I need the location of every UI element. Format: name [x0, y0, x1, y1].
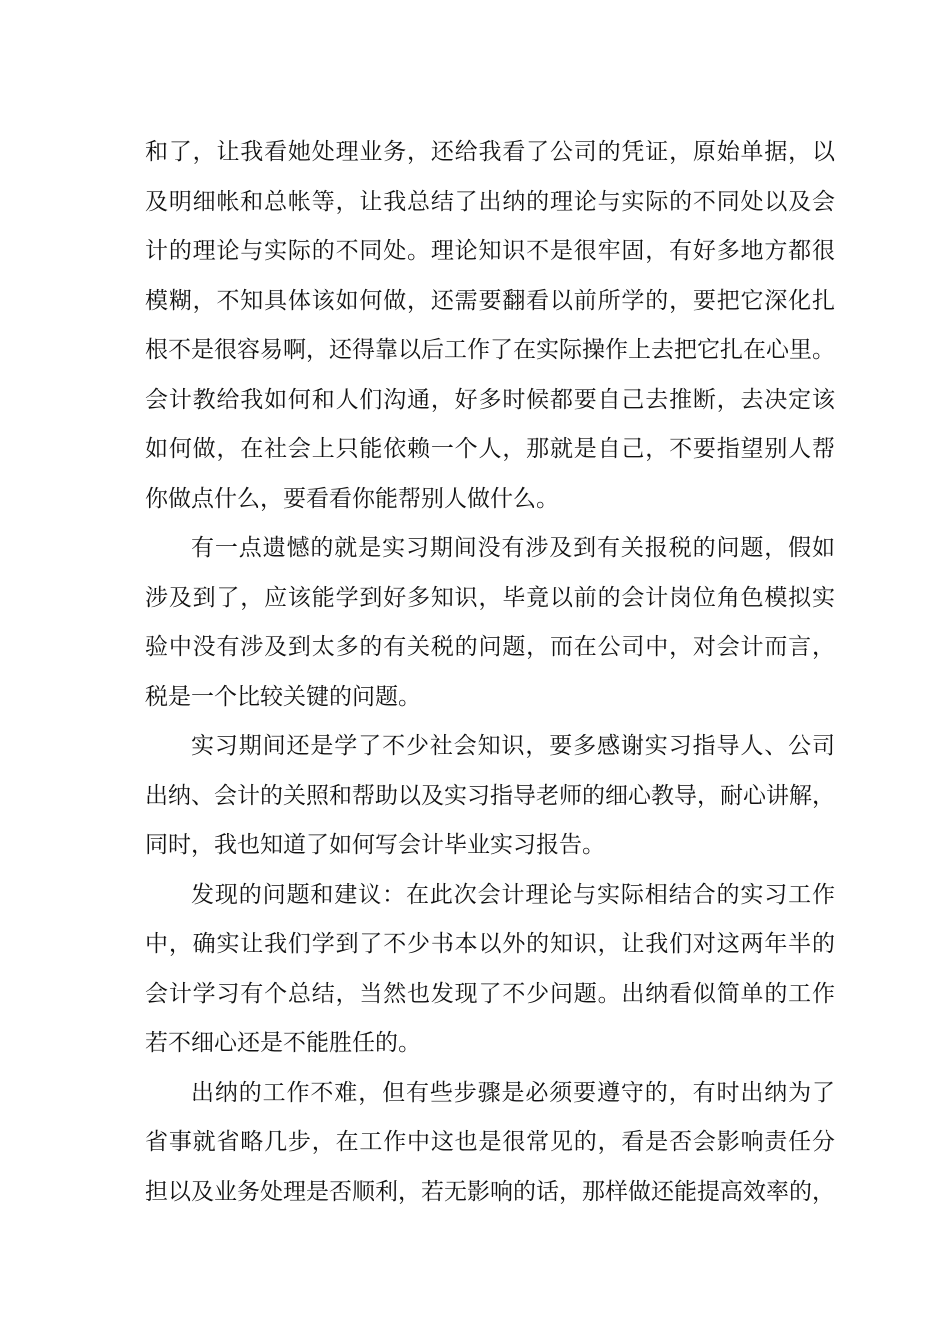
text-line: 涉及到了，应该能学到好多知识，毕竟以前的会计岗位角色模拟实 — [145, 584, 835, 611]
text-line: 中，确实让我们学到了不少书本以外的知识，让我们对这两年半的 — [145, 931, 835, 957]
text-line: 有一点遗憾的就是实习期间没有涉及到有关报税的问题，假如 — [191, 535, 835, 561]
text-line: 担以及业务处理是否顺利，若无影响的话，那样做还能提高效率的， — [145, 1178, 835, 1205]
text-line: 会计教给我如何和人们沟通，好多时候都要自己去推断，去决定该 — [145, 386, 835, 413]
text-line: 会计学习有个总结，当然也发现了不少问题。出纳看似简单的工作 — [145, 980, 835, 1007]
text-line: 省事就省略几步，在工作中这也是很常见的，看是否会影响责任分 — [145, 1129, 835, 1155]
document-body — [145, 128, 835, 1217]
text-line: 计的理论与实际的不同处。理论知识不是很牢固，有好多地方都很 — [145, 238, 835, 264]
text-line: 出纳的工作不难，但有些步骤是必须要遵守的，有时出纳为了 — [191, 1079, 835, 1106]
text-line: 你做点什么，要看看你能帮别人做什么。 — [145, 485, 559, 512]
text-line: 根不是很容易啊，还得靠以后工作了在实际操作上去把它扎在心里。 — [145, 337, 835, 363]
text-line: 及明细帐和总帐等，让我总结了出纳的理论与实际的不同处以及会 — [145, 188, 835, 215]
text-line: 发现的问题和建议：在此次会计理论与实际相结合的实习工作 — [191, 881, 835, 908]
text-line: 同时，我也知道了如何写会计毕业实习报告。 — [145, 832, 605, 858]
text-line: 税是一个比较关键的问题。 — [145, 683, 421, 710]
text-line: 模糊，不知具体该如何做，还需要翻看以前所学的，要把它深化扎 — [145, 287, 835, 314]
text-line: 若不细心还是不能胜任的。 — [145, 1030, 421, 1056]
text-line: 出纳、会计的关照和帮助以及实习指导老师的细心教导，耐心讲解， — [145, 782, 835, 809]
text-line: 实习期间还是学了不少社会知识，要多感谢实习指导人、公司 — [191, 733, 835, 759]
text-line: 和了，让我看她处理业务，还给我看了公司的凭证，原始单据，以 — [145, 139, 835, 165]
text-line: 如何做，在社会上只能依赖一个人，那就是自己，不要指望别人帮 — [145, 436, 835, 462]
text-line: 验中没有涉及到太多的有关税的问题，而在公司中，对会计而言， — [145, 634, 835, 660]
